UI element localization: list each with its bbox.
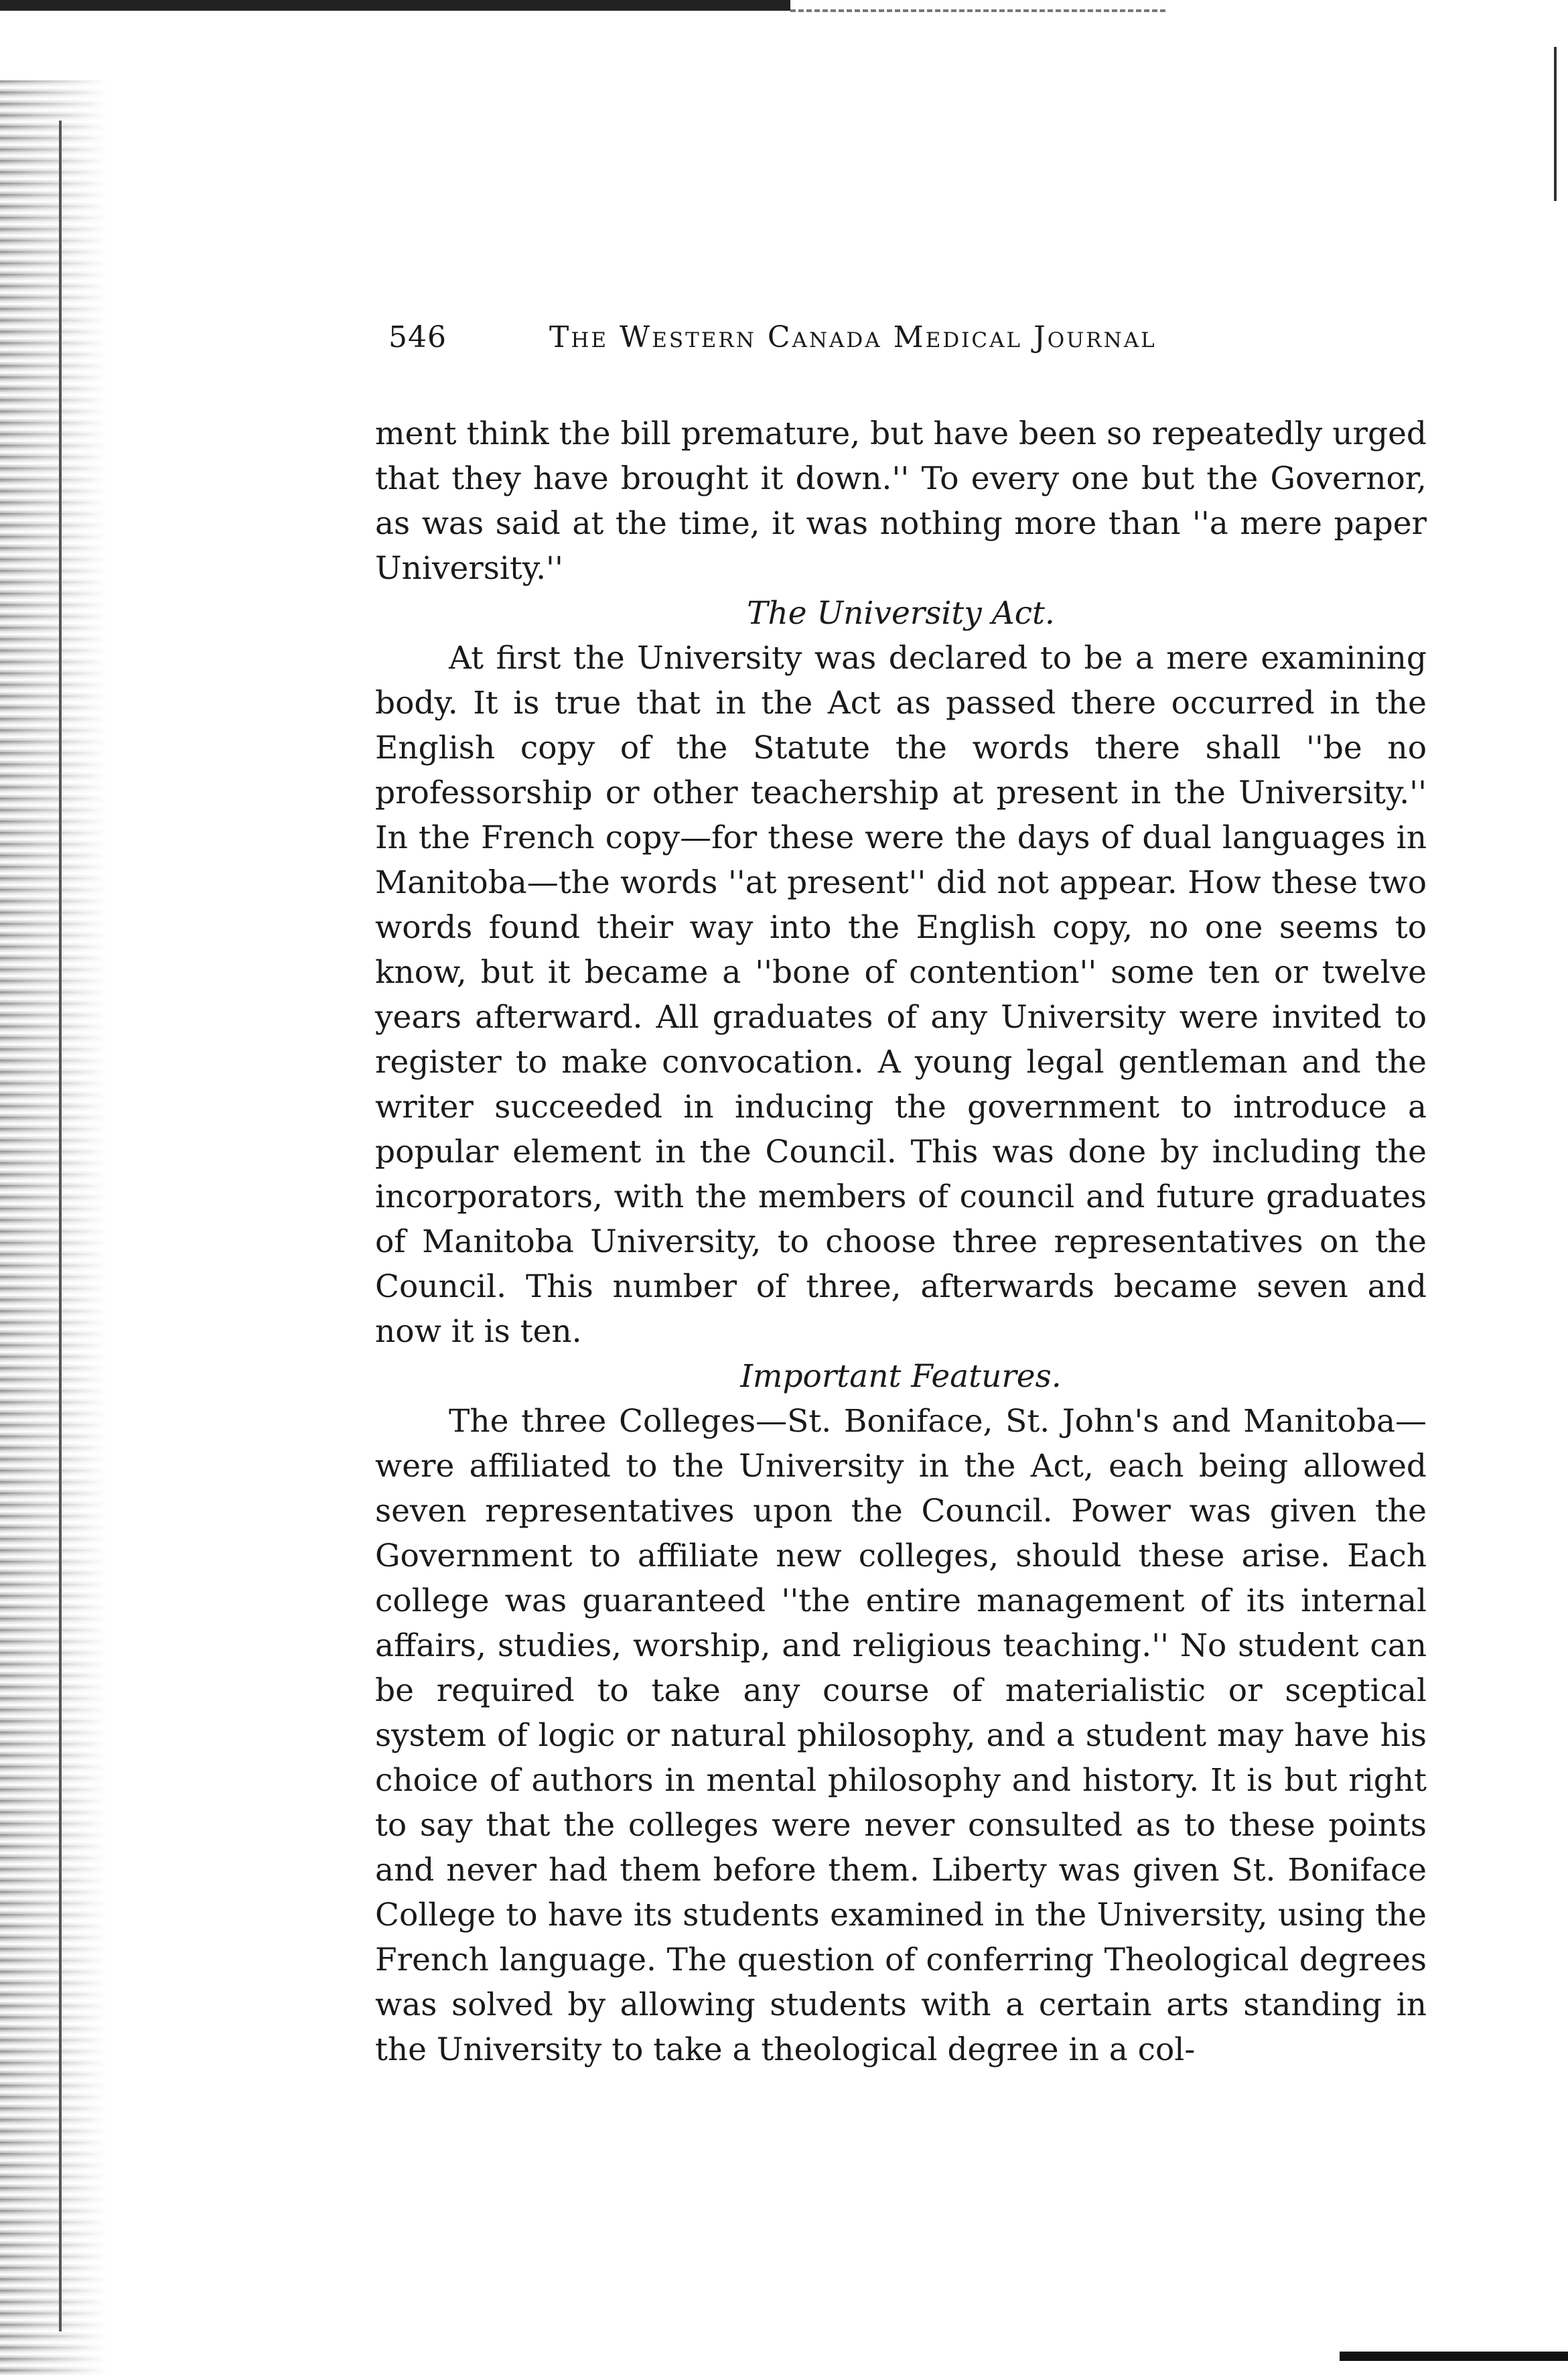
body-text [375, 411, 1427, 2072]
scan-top-edge [0, 0, 790, 11]
journal-title: The Western Canada Medical Journal [549, 320, 1157, 354]
page-number: 546 [388, 320, 447, 354]
scan-left-binding-edge [0, 80, 107, 2375]
section-heading-important-features: Important Features. [740, 1358, 1062, 1395]
scan-top-edge-dashes [790, 9, 1165, 15]
running-head [375, 308, 1427, 362]
paragraph-3: The three Colleges—St. Boniface, St. John's and Manitoba—were affiliated to the University in the Act, each being allowed seven representatives upon the Council. Power was given the Government to affiliate new colleges, should these arise. Each college was guaranteed ''the entire management of its internal affairs, studies, worship, and religious teaching.'' No student can be required to take any course of materialistic or sceptical system of logic or natural philosophy, and a student may have his choice of authors in mental philosophy and history. It is but right to say that the colleges were never consulted as to these points and never had them before them. Liberty was given St. Boniface College to have its students examined in the University, using the French language. The question of conferring Theological degrees was solved by allowing students with a certain arts standing in the University to take a theological degree in a col- [375, 1403, 1427, 2068]
paragraph-1: ment think the bill premature, but have been so repeatedly urged that they have brought it down.'' To every one but the Governor, as was said at the time, it was nothing more than ''a mere paper University.'' [375, 415, 1427, 587]
scan-bottom-bar [1340, 2352, 1568, 2361]
scan-right-mark [1554, 47, 1557, 201]
document-page [375, 308, 1427, 2072]
section-heading-university-act: The University Act. [747, 595, 1055, 632]
scan-left-rule [59, 121, 62, 2331]
paragraph-2: At first the University was declared to be a mere examining body. It is true that in the Act as passed there occurred in the English copy of the Statute the words there shall ''be no professorship or other teachership at present in the University.'' In the French copy—for these were the days of dual languages in Manitoba—the words ''at present'' did not appear. How these two words found their way into the English copy, no one seems to know, but it became a ''bone of contention'' some ten or twelve years afterward. All graduates of any University were invited to register to make convocation. A young legal gentleman and the writer succeeded in inducing the government to introduce a popular element in the Council. This was done by including the incorporators, with the members of council and future graduates of Manitoba University, to choose three representatives on the Council. This number of three, afterwards became seven and now it is ten. [375, 640, 1427, 1350]
